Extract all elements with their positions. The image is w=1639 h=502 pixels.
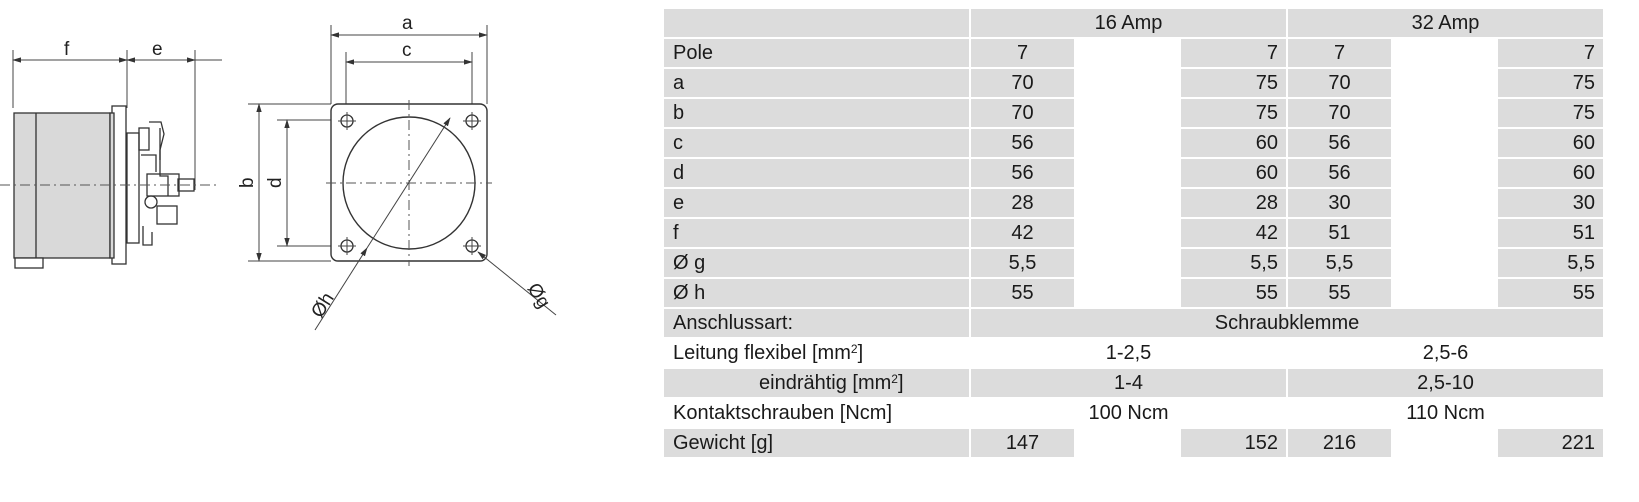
table-cell: 75 (1181, 69, 1286, 97)
table-cell (1076, 219, 1179, 247)
table-row (664, 189, 1603, 217)
table-row (664, 219, 1603, 247)
table-cell: 60 (1181, 129, 1286, 157)
row-label (664, 339, 969, 367)
table-cell: 55 (971, 279, 1074, 307)
table-cell: 55 (1181, 279, 1286, 307)
superscript: 2 (891, 372, 898, 386)
dim-c-label: c (402, 40, 412, 61)
table-cell: 30 (1288, 189, 1391, 217)
dim-a-label: a (402, 13, 413, 34)
table-cell (1393, 189, 1496, 217)
table-cell (1076, 69, 1179, 97)
table-cell: 60 (1498, 129, 1603, 157)
dim-f-label: f (64, 39, 70, 60)
table-cell (1393, 129, 1496, 157)
table-cell: 70 (1288, 69, 1391, 97)
table-cell: 110 Ncm (1288, 399, 1603, 427)
row-label: Gewicht [g] (664, 429, 969, 457)
table-cell (1076, 429, 1179, 457)
row-label: e (664, 189, 969, 217)
technical-drawing (0, 0, 620, 502)
table-cell (1076, 249, 1179, 277)
row-label: b (664, 99, 969, 127)
row-label: Kontaktschrauben [Ncm] (664, 399, 969, 427)
table-cell (1393, 159, 1496, 187)
table-row (664, 69, 1603, 97)
table-cell: 60 (1181, 159, 1286, 187)
table-row (664, 159, 1603, 187)
table-cell (1076, 129, 1179, 157)
table-cell: 55 (1498, 279, 1603, 307)
table-cell: 56 (1288, 129, 1391, 157)
table-cell: 42 (1181, 219, 1286, 247)
table-cell: 51 (1288, 219, 1391, 247)
table-cell: 75 (1498, 99, 1603, 127)
table-row (664, 369, 1603, 397)
table-cell: Schraubklemme (971, 309, 1603, 337)
table-cell: 56 (971, 159, 1074, 187)
table-cell: 7 (1181, 39, 1286, 67)
header-blank (664, 9, 969, 37)
dim-b-label: b (237, 177, 258, 188)
dim-h-label: Øh (307, 289, 339, 322)
front-view (237, 13, 556, 330)
table-cell: 216 (1288, 429, 1391, 457)
side-view (0, 39, 222, 268)
table-cell (1076, 279, 1179, 307)
table-cell (1393, 279, 1496, 307)
table-row (664, 39, 1603, 67)
table-cell: 5,5 (1498, 249, 1603, 277)
table-cell (1393, 249, 1496, 277)
table-cell: 42 (971, 219, 1074, 247)
table-cell: 60 (1498, 159, 1603, 187)
row-label: Pole (664, 39, 969, 67)
table-cell: 2,5-10 (1288, 369, 1603, 397)
table-cell (1393, 39, 1496, 67)
row-label: Anschlussart: (664, 309, 969, 337)
header-row (664, 9, 1603, 37)
row-label: a (664, 69, 969, 97)
table-row (664, 249, 1603, 277)
table-cell: 5,5 (1181, 249, 1286, 277)
table-row (664, 399, 1603, 427)
table-cell: 70 (971, 69, 1074, 97)
table-row (664, 99, 1603, 127)
dim-e-label: e (152, 39, 163, 60)
row-label: Ø g (664, 249, 969, 277)
table-cell: 70 (971, 99, 1074, 127)
table-cell (1076, 159, 1179, 187)
table-cell (1393, 429, 1496, 457)
table-cell: 51 (1498, 219, 1603, 247)
table-cell: 56 (971, 129, 1074, 157)
table-cell: 147 (971, 429, 1074, 457)
table-cell: 152 (1181, 429, 1286, 457)
row-label-suffix: ] (897, 372, 904, 394)
table-row (664, 279, 1603, 307)
table-cell: 1-2,5 (971, 339, 1286, 367)
table-row (664, 309, 1603, 337)
table-cell: 7 (971, 39, 1074, 67)
row-label (664, 369, 969, 397)
spec-table (662, 7, 1605, 459)
table-cell (1076, 39, 1179, 67)
table-cell: 100 Ncm (971, 399, 1286, 427)
row-label: d (664, 159, 969, 187)
table-cell: 28 (971, 189, 1074, 217)
table-cell: 56 (1288, 159, 1391, 187)
row-label-suffix: ] (857, 342, 864, 364)
row-label-text: eindrähtig [mm (759, 372, 892, 394)
table-cell: 2,5-6 (1288, 339, 1603, 367)
row-label-text: Leitung flexibel [mm (673, 342, 851, 364)
table-row (664, 129, 1603, 157)
row-label: c (664, 129, 969, 157)
table-cell (1076, 189, 1179, 217)
table-cell: 1-4 (971, 369, 1286, 397)
table-row (664, 429, 1603, 457)
table-cell: 30 (1498, 189, 1603, 217)
table-cell (1076, 99, 1179, 127)
table-cell: 221 (1498, 429, 1603, 457)
table-cell: 75 (1181, 99, 1286, 127)
table-cell: 5,5 (971, 249, 1074, 277)
row-label: f (664, 219, 969, 247)
table-cell: 7 (1288, 39, 1391, 67)
dim-g-label: Øg (522, 279, 555, 313)
table-cell: 28 (1181, 189, 1286, 217)
table-cell: 7 (1498, 39, 1603, 67)
table-cell (1393, 69, 1496, 97)
table-cell: 5,5 (1288, 249, 1391, 277)
table-cell: 70 (1288, 99, 1391, 127)
group-header-32a: 32 Amp (1288, 9, 1603, 37)
row-label: Ø h (664, 279, 969, 307)
table-cell (1393, 99, 1496, 127)
table-cell: 55 (1288, 279, 1391, 307)
table-cell: 75 (1498, 69, 1603, 97)
superscript: 2 (850, 342, 858, 356)
table-row (664, 339, 1603, 367)
dim-d-label: d (265, 177, 286, 188)
table-cell (1393, 219, 1496, 247)
group-header-16a: 16 Amp (971, 9, 1286, 37)
